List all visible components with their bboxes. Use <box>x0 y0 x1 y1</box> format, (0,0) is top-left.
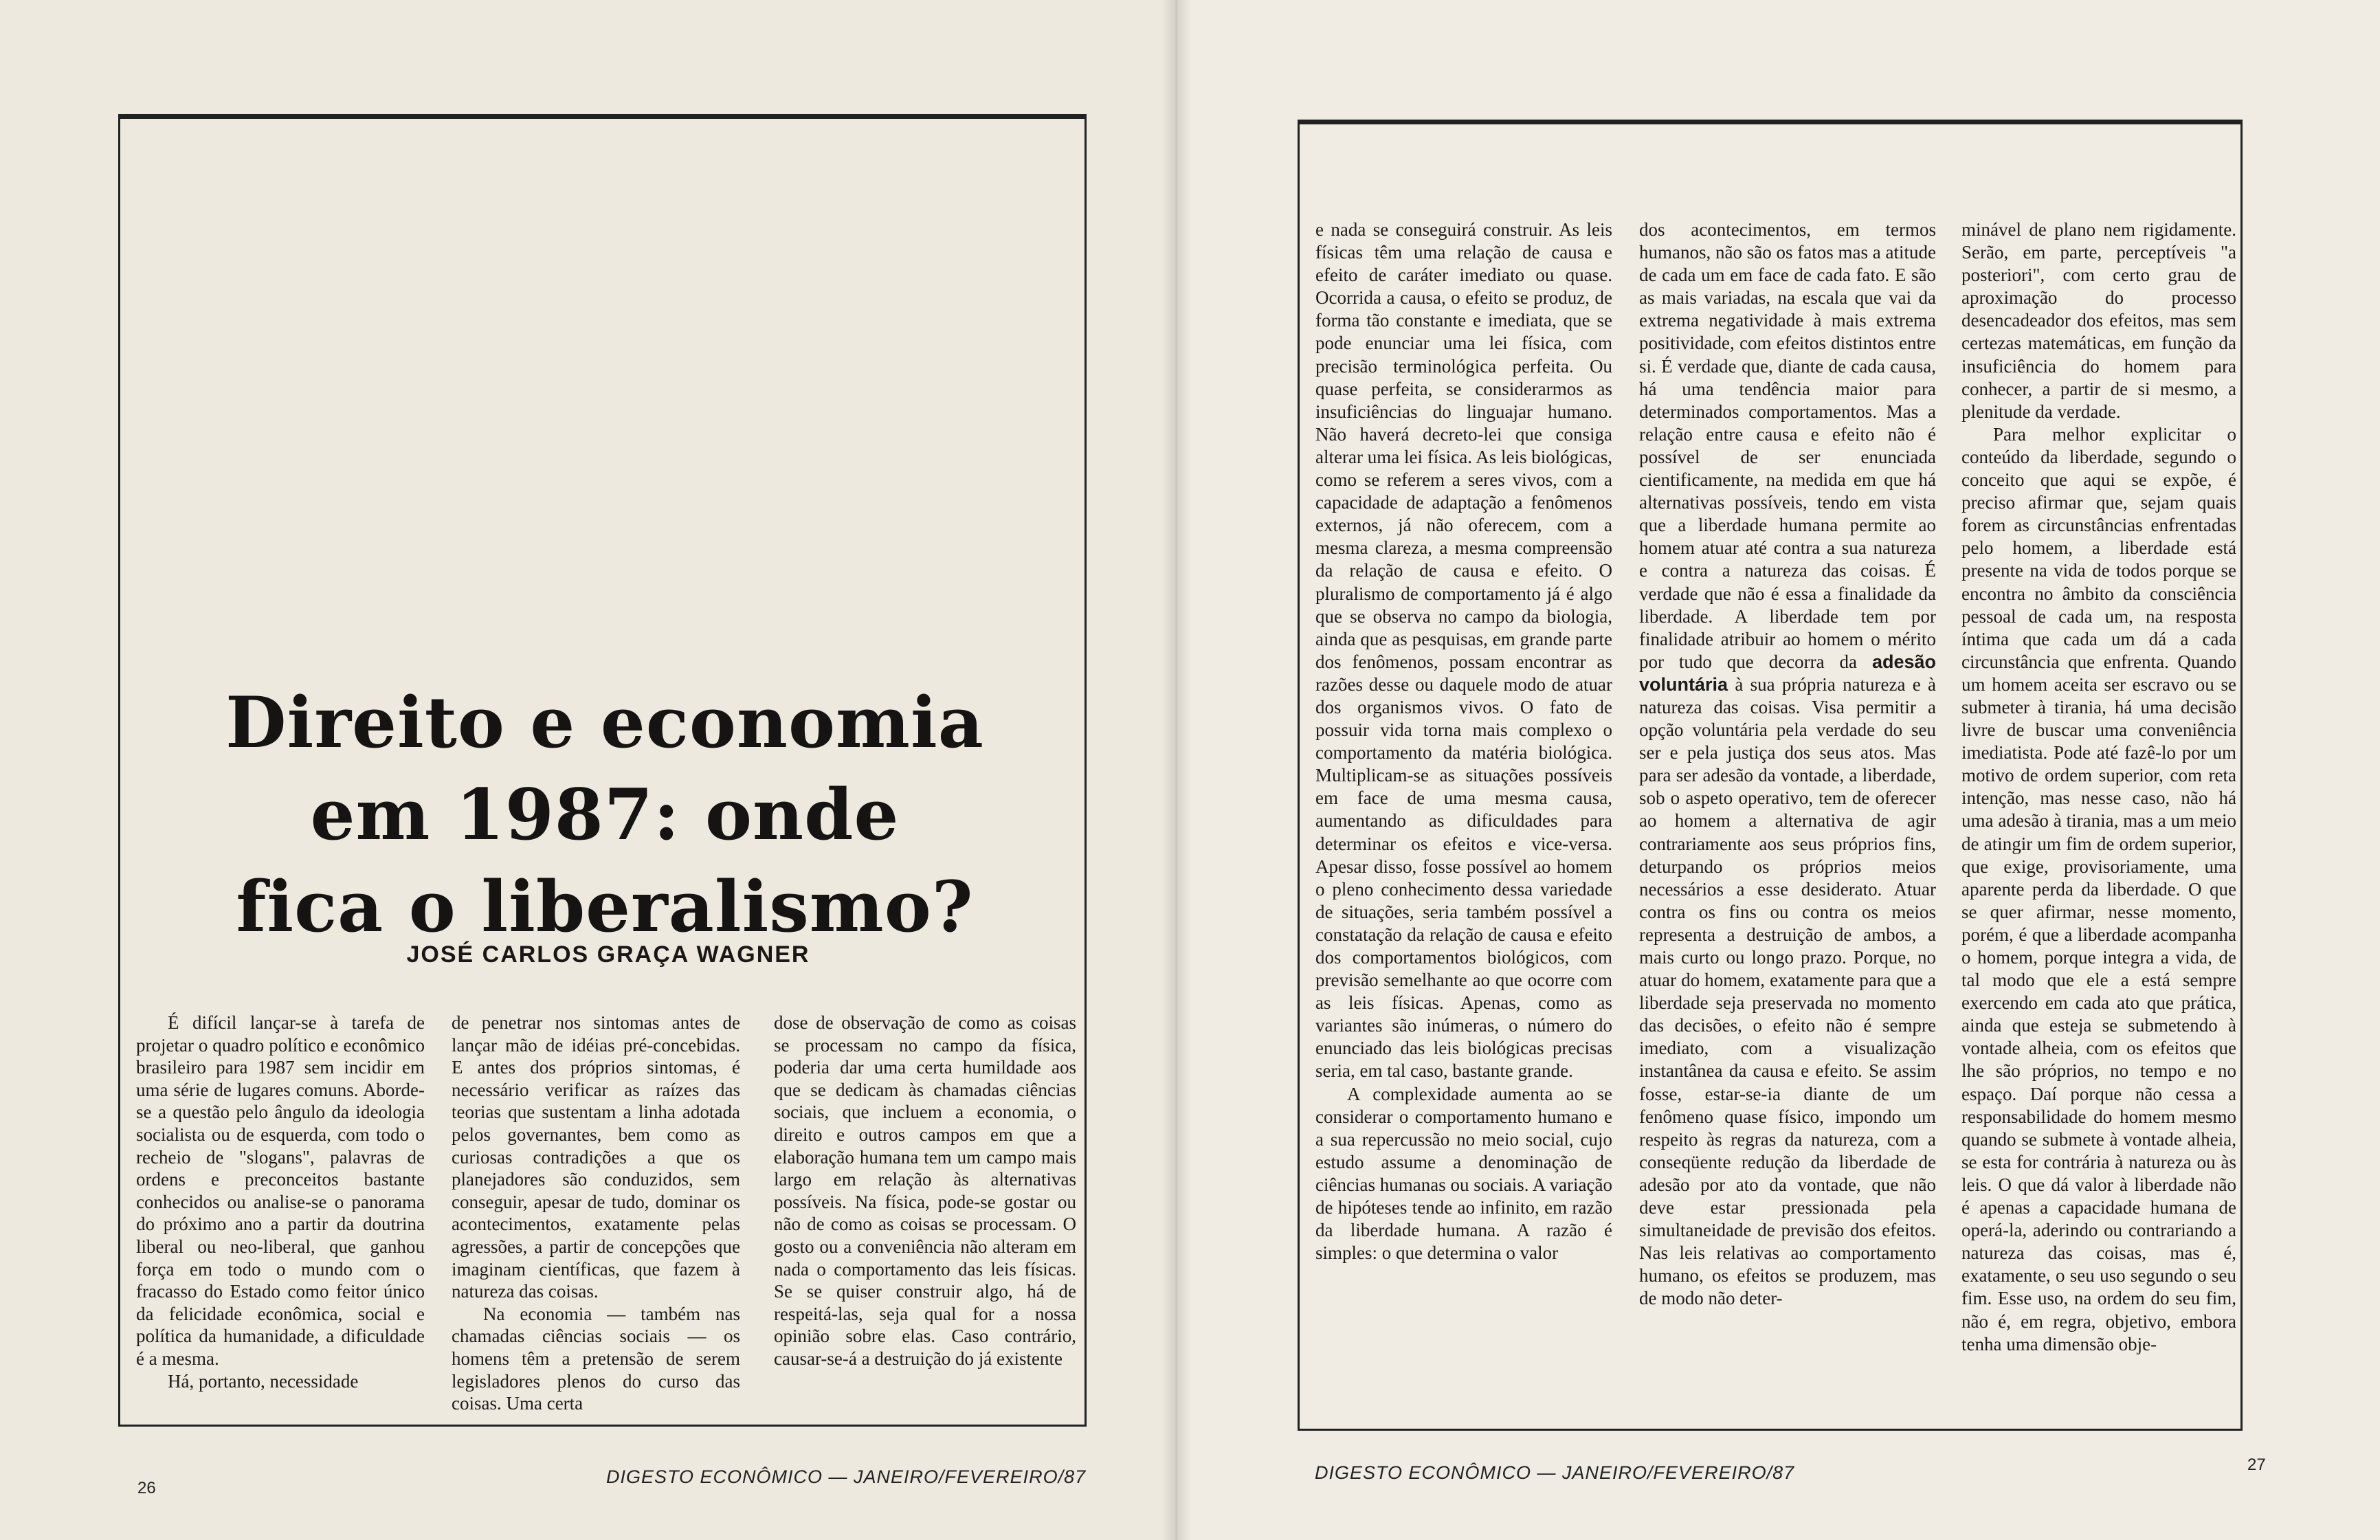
running-footer-right: DIGESTO ECONÔMICO — JANEIRO/FEVEREIRO/87 <box>1315 1462 1795 1483</box>
paragraph: dose de observação de como as coisas se processam no campo da física, poderia dar uma certa humildade aos que se dedicam às chamadas ciências sociais, que incluem a economia, o direito e outros campos em que a elaboração humana tem um campo mais largo em relação às alternativas possíveis. Na física, pode-se gostar ou não de como as coisas se processam. O gosto ou a conveniência não alteram em nada o comportamento das leis físicas. Se se quiser construir algo, há de respeitá-las, seja qual for a nossa opinião sobre elas. Caso contrário, causar-se-á a destruição do já existente <box>774 1012 1076 1369</box>
author-byline: JOSÉ CARLOS GRAÇA WAGNER <box>406 941 810 968</box>
running-footer-left: DIGESTO ECONÔMICO — JANEIRO/FEVEREIRO/87 <box>606 1466 1087 1487</box>
title-line-2: em 1987: onde <box>310 774 900 856</box>
left-page <box>0 0 1177 1540</box>
left-column-2 <box>452 1012 740 1415</box>
left-column-3 <box>774 1012 1076 1370</box>
paragraph: A complexidade aumenta ao se considerar o comportamento humano e a sua repercussão no meio social, cujo estudo assume a denominação de ciências humanas ou sociais. A variação de hipóteses tende ao infinito, em razão da liberdade humana. A razão é simples: o que determina o valor <box>1315 1083 1612 1264</box>
paragraph: É difícil lançar-se à tarefa de projetar o quadro político e econômico brasileiro para 1987 sem incidir em uma série de lugares comuns. Aborde-se a questão pelo ângulo da ideologia socialista ou de esquerda, com todo o recheio de "slogans", palavras de ordens e preconceitos bastante conhecidos ou analise-se o panorama do próximo ano a partir da doutrina liberal ou neo-liberal, que ganhou força em todo o mundo com o fracasso do Estado como feitor único da felicidade econômica, social e política da humanidade, a dificuldade é a mesma. <box>136 1012 425 1369</box>
right-column-2 <box>1639 219 1936 1310</box>
page-gutter <box>1161 0 1192 1540</box>
right-column-3 <box>1961 219 2236 1356</box>
right-column-1 <box>1315 219 1612 1264</box>
paragraph: minável de plano nem rigidamente. Serão, em parte, perceptíveis "a posteriori", com certo grau de aproximação do processo desencadeador dos efeitos, mas sem certezas matemáticas, em função da insuficiência do homem para conhecer, a partir de si mesmo, a plenitude da verdade. <box>1961 219 2236 422</box>
bold-term: adesão voluntária <box>1639 651 1936 695</box>
article-title <box>137 677 1072 953</box>
text-run: à sua própria natureza e à natureza das coisas. Visa permitir a opção voluntária pela verdade do seu ser e pela justiça dos seus atos. Mas para ser adesão da vontade, a liberdade, sob o aspeto operativo, tem de oferecer ao homem a alternativa de agir contrariamente aos seus próprios fins, deturpando os próprios meios necessários a esse desiderato. Atuar contra os fins ou contra os meios representa a destruição de ambos, a mais curto ou longo prazo. Porque, no atuar do homem, exatamente para que a liberdade seja preservada no momento das decisões, o efeito não é sempre imediato, com a visualização instantânea da causa e efeito. Se assim fosse, estar-se-ia diante de um fenômeno quase físico, impondo um respeito às regras da natureza, com a conseqüente redução da liberdade de adesão por ato da vontade, que não deve estar pressionada pela simultaneidade de previsão dos efeitos. Nas leis relativas ao comportamento humano, os efeitos se produzem, mas de modo não deter- <box>1639 673 1937 1309</box>
paragraph: e nada se conseguirá construir. As leis físicas têm uma relação de causa e efeito de caráter imediato ou quase. Ocorrida a causa, o efeito se produz, de forma tão constante e imediata, que se pode enunciar uma lei física, com precisão terminológica perfeita. Ou quase perfeita, se considerarmos as insuficiências do linguajar humano. Não haverá decreto-lei que consiga alterar uma lei física. As leis biológicas, como se referem a seres vivos, com a capacidade de adaptação a fenômenos externos, já não oferecem, com a mesma clareza, a mesma compreensão da relação de causa e efeito. O pluralismo de comportamento já é algo que se observa no campo da biologia, ainda que as pesquisas, em grande parte dos fenômenos, possam encontrar as razões desse ou daquele modo de atuar dos organismos vivos. O fato de possuir vida torna mais complexo o comportamento da matéria biológica. Multiplicam-se as situações possíveis em face de uma mesma causa, aumentando as dificuldades para determinar os efeitos e vice-versa. Apesar disso, fosse possível ao homem o pleno conhecimento dessa variedade de situações, seria também possível a constatação da relação de causa e efeito dos comportamentos biológicos, com previsão semelhante ao que ocorre com as leis físicas. Apenas, como as variantes são inúmeras, o número do enunciado das leis biológicas precisas seria, em tal caso, bastante grande. <box>1315 219 1612 1082</box>
paragraph: Na economia — também nas chamadas ciências sociais — os homens têm a pretensão de serem legisladores plenos do curso das coisas. Uma certa <box>452 1303 740 1414</box>
left-column-1 <box>136 1012 425 1392</box>
page-number-left: 26 <box>137 1479 156 1497</box>
page-number-right: 27 <box>2247 1455 2266 1474</box>
paragraph: Há, portanto, necessidade <box>168 1370 359 1392</box>
title-line-3: fica o liberalismo? <box>236 866 974 948</box>
title-line-1: Direito e economia <box>225 682 984 764</box>
paragraph: de penetrar nos sintomas antes de lançar mão de idéias pré-concebidas. E antes dos próprios sintomas, é necessário verificar as raízes das teorias que sustentam a linha adotada pelos governantes, bem como as curiosas contradições a que os planejadores são conduzidos, sem conseguir, apesar de tudo, dominar os acontecimentos, exatamente pelas agressões, a partir de concepções que imaginam científicas, que fazem à natureza das coisas. <box>452 1012 740 1302</box>
paragraph <box>1639 219 1936 1310</box>
text-run: dos acontecimentos, em termos humanos, não são os fatos mas a atitude de cada um em face de cada fato. E são as mais variadas, na escala que vai da extrema negatividade à mais extrema positividade, com efeitos distintos entre si. É verdade que, diante de cada causa, há uma tendência maior para determinados comportamentos. Mas a relação entre causa e efeito não é possível de ser enunciada cientificamente, na medida em que há alternativas possíveis, tendo em vista que a liberdade humana permite ao homem atuar até contra a sua natureza e contra a natureza das coisas. É verdade que não é essa a finalidade da liberdade. A liberdade tem por finalidade atribuir ao homem o mérito por tudo que decorra da <box>1639 219 1936 672</box>
paragraph: Para melhor explicitar o conteúdo da liberdade, segundo o conceito que aqui se expõe, é preciso afirmar que, sejam quais forem as circunstâncias enfrentadas pelo homem, a liberdade está presente na vida de todos porque se encontra no âmbito da consciência pessoal de cada um, na resposta íntima que cada um dá a cada circunstância que enfrenta. Quando um homem aceita ser escravo ou se submeter à tirania, há uma decisão livre de buscar uma conveniência imediatista. Pode até fazê-lo por um motivo de ordem superior, com reta intenção, mas nesse caso, não há uma adesão à tirania, mas a um meio de atingir um fim de ordem superior, que exige, provisoriamente, uma aparente perda da liberdade. O que se quer afirmar, nesse momento, porém, é que a liberdade acompanha o homem, porque integra a vida, de tal modo que ele a está sempre exercendo em cada ato que prática, ainda que esteja se submetendo à vontade alheia, com os efeitos que lhe são próprios, no tempo e no espaço. Daí porque não cessa a responsabilidade do homem mesmo quando se submete à vontade alheia, se esta for contrária à natureza ou às leis. O que dá valor à liberdade não é apenas a capacidade humana de operá-la, aderindo ou contrariando a natureza das coisas, mas é, exatamente, o seu uso segundo o seu fim. Esse uso, na ordem do seu fim, não é, em regra, objetivo, embora tenha uma dimensão obje- <box>1961 423 2236 1354</box>
